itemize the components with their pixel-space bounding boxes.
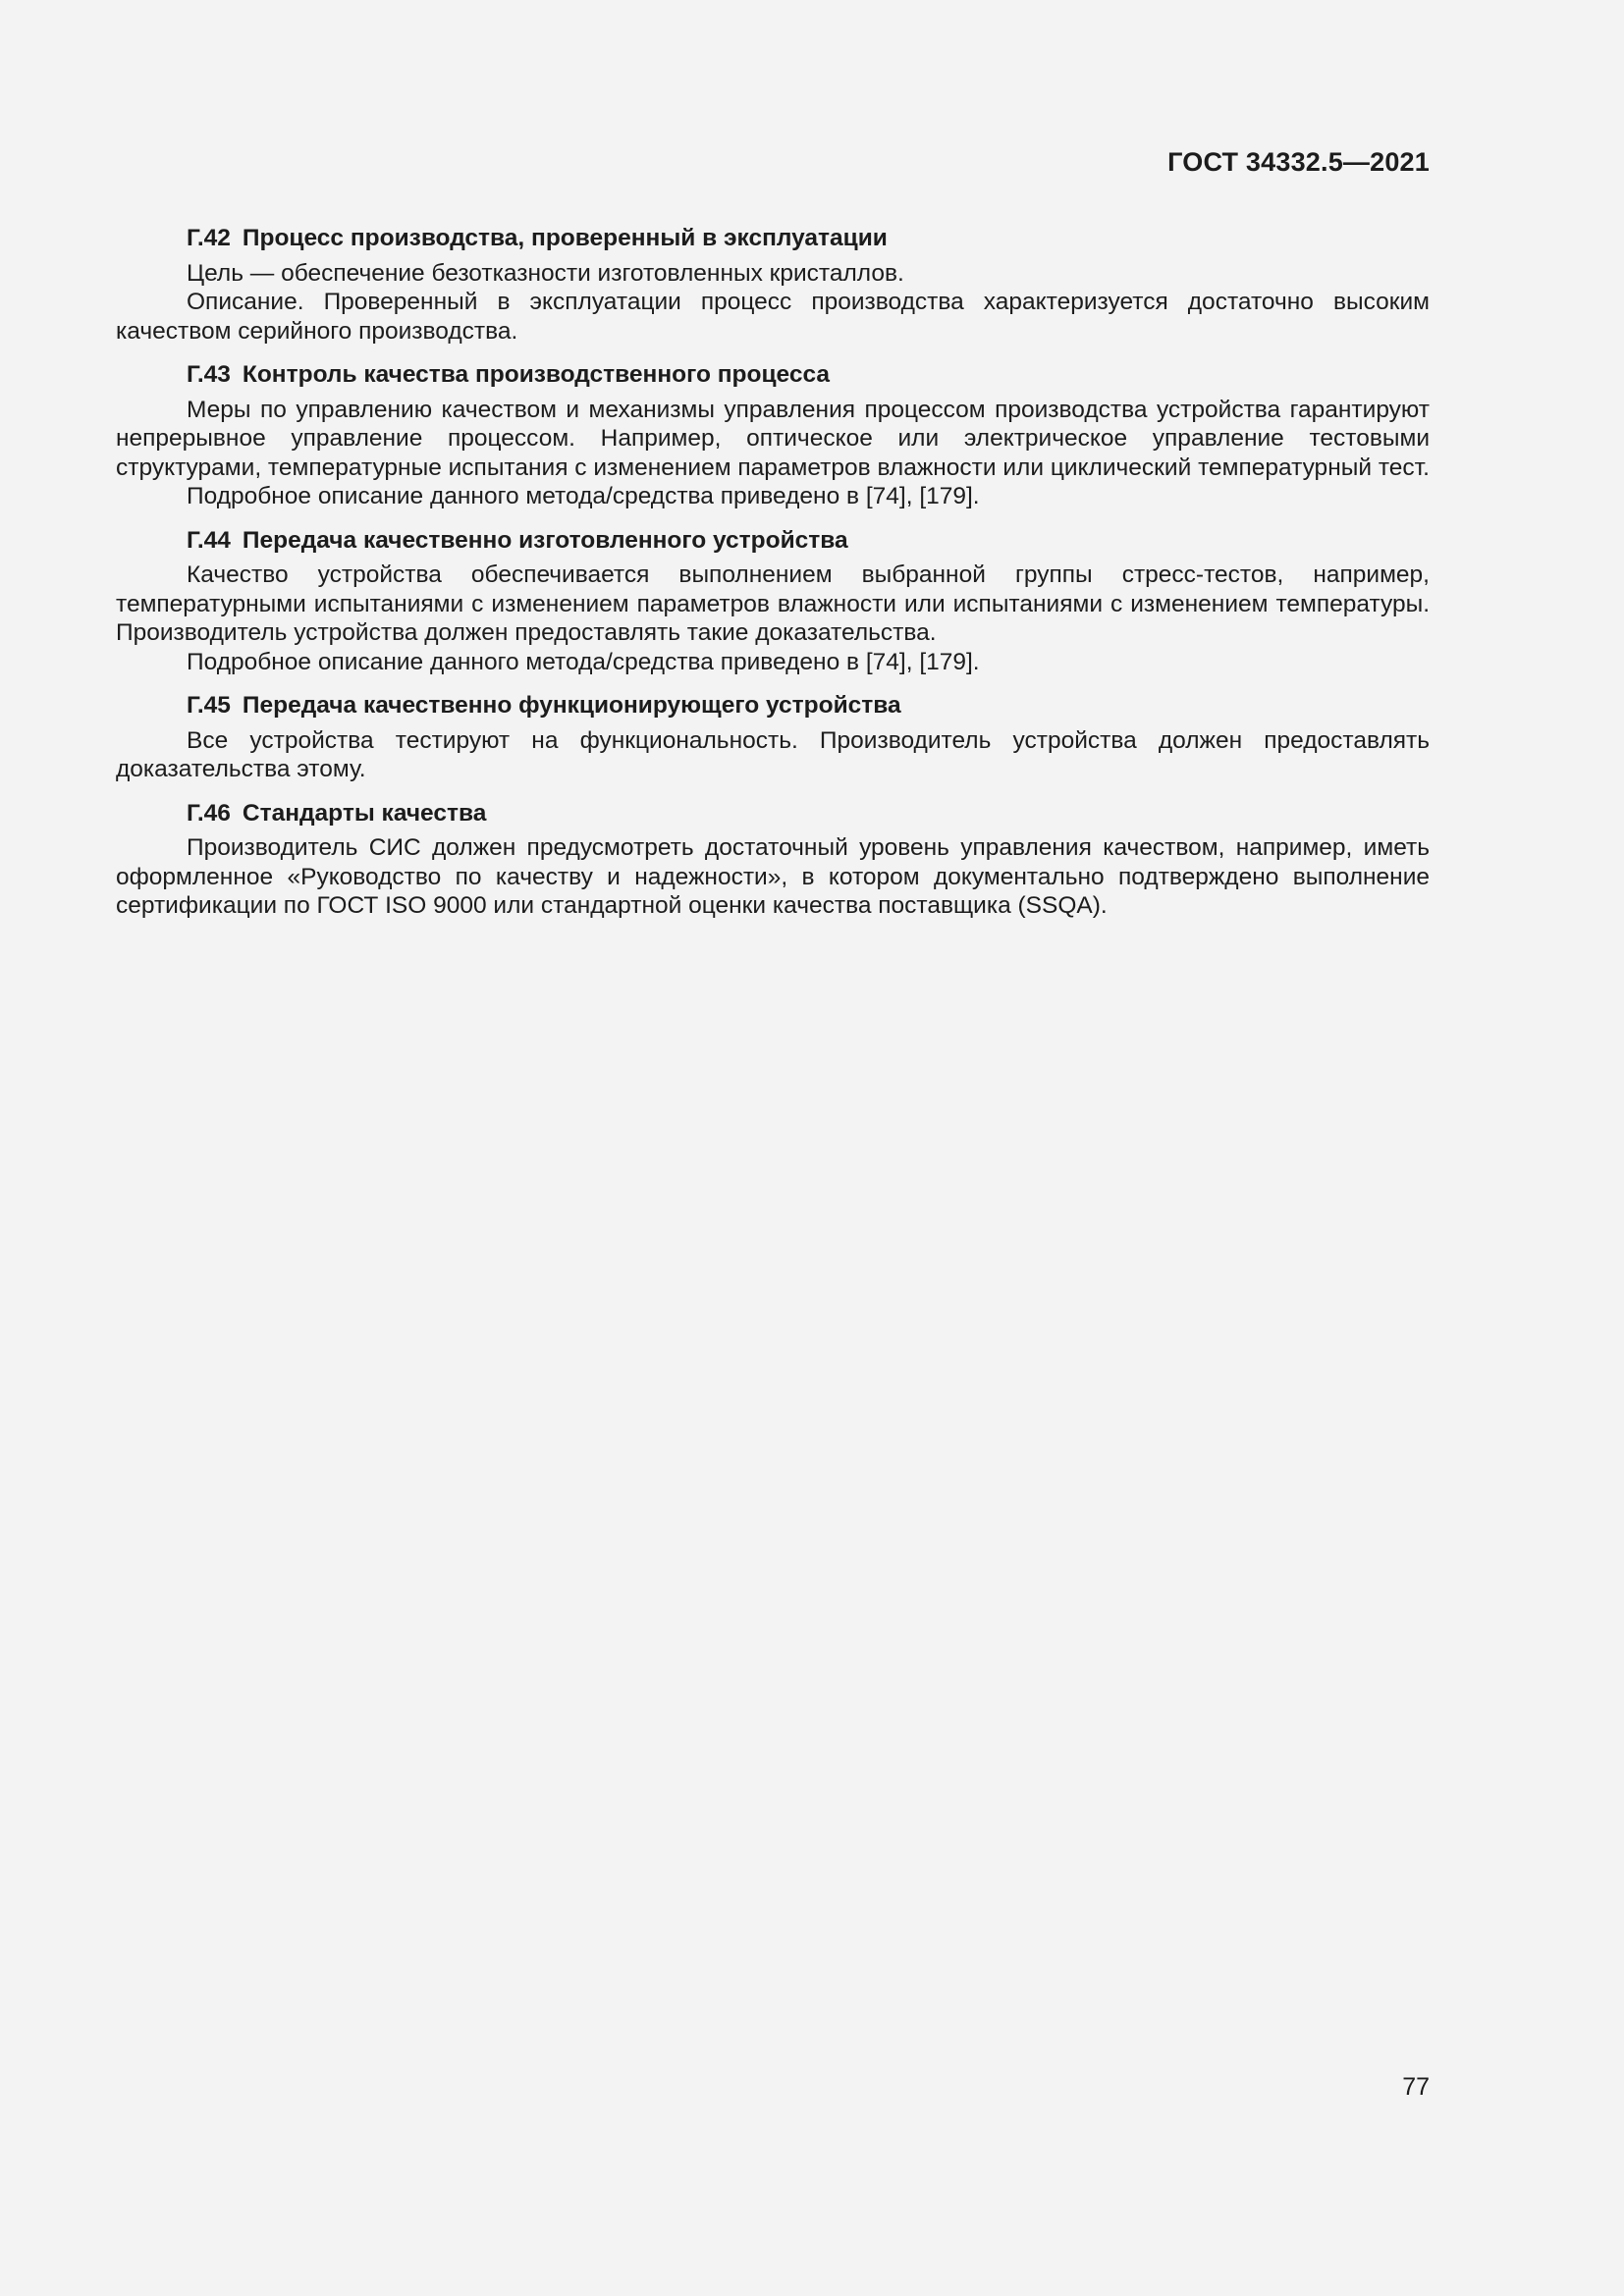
section-heading [116, 799, 1430, 828]
section-g45 [116, 691, 1430, 784]
paragraph: Подробное описание данного метода/средства приведено в [74], [179]. [187, 648, 980, 675]
paragraph: Цель — обеспечение безотказности изготовленных кристаллов. [187, 259, 904, 287]
section-number: Г.46 [187, 799, 231, 827]
section-g46 [116, 799, 1430, 921]
paragraph: Все устройства тестируют на функциональность. Производитель устройства должен предоставлять доказательства этому. [116, 726, 1430, 782]
section-number: Г.44 [187, 526, 231, 554]
page-number: 77 [1402, 2073, 1430, 2101]
section-title: Передача качественно изготовленного устройства [242, 526, 848, 554]
document-body [116, 224, 1430, 935]
section-title: Передача качественно функционирующего устройства [242, 692, 901, 719]
section-number: Г.42 [187, 225, 231, 251]
paragraph: Производитель СИС должен предусмотреть достаточный уровень управления качеством, например, иметь оформленное «Руководство по качеству и надежности», в котором документально подтверждено выполнение сертификации по ГОСТ ISO 9000 или стандартной оценки качества поставщика (SSQA). [116, 834, 1430, 919]
paragraph: Меры по управлению качеством и механизмы управления процессом производства устройства гарантируют непрерывное управление процессом. Например, оптическое или электрическое управление тестовыми структурами, температурные испытания с изменением параметров влажности или циклический температурный тест. [116, 396, 1430, 481]
paragraph: Подробное описание данного метода/средства приведено в [74], [179]. [187, 483, 980, 509]
document-code: ГОСТ 34332.5—2021 [1167, 147, 1430, 177]
section-heading [116, 360, 1430, 390]
section-g42 [116, 224, 1430, 346]
paragraph: Описание. Проверенный в эксплуатации процесс производства характеризуется достаточно высоким качеством серийного производства. [116, 289, 1430, 345]
section-number: Г.43 [187, 361, 231, 388]
section-g44 [116, 526, 1430, 677]
section-title: Контроль качества производственного процесса [242, 361, 831, 388]
section-g43 [116, 360, 1430, 511]
section-title: Стандарты качества [242, 799, 487, 827]
section-title: Процесс производства, проверенный в эксплуатации [242, 225, 888, 251]
paragraph: Качество устройства обеспечивается выполнением выбранной группы стресс-тестов, например, температурными испытаниями с изменением параметров влажности или испытаниями с изменением температуры. Производитель устройства должен предоставлять такие доказательства. [116, 561, 1430, 646]
section-number: Г.45 [187, 692, 231, 719]
section-heading [116, 224, 1430, 253]
section-heading [116, 526, 1430, 556]
section-heading [116, 691, 1430, 721]
